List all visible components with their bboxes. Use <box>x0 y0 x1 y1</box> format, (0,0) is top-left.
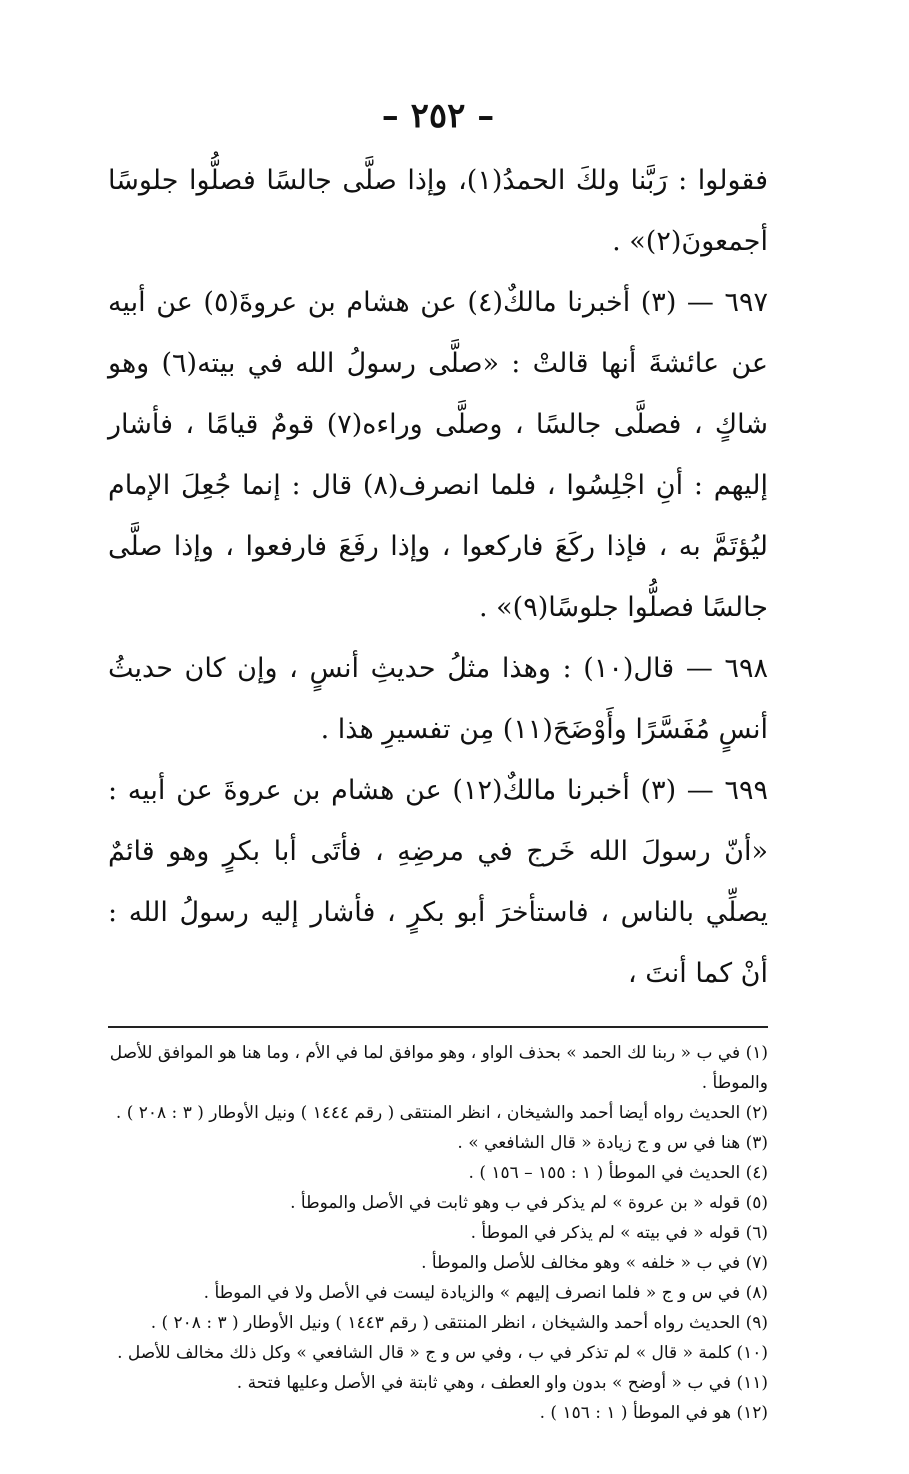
footnote: (٢) الحديث رواه أيضا أحمد والشيخان ، انظر المنتقى ( رقم ١٤٤٤ ) ونيل الأوطار ( ٣ : ٢٠٨ ) . <box>115 1103 768 1123</box>
footnotes <box>108 1038 768 1428</box>
paragraph: ٦٩٩ — (٣) أخبرنا مالكٌ(١٢) عن هشام بن عروةَ عن أبيه : «أنّ رسولَ الله خَرج في مرضِهِ ، فأتَى أبا بكرٍ وهو قائمٌ يصلِّي بالناس ، فاستأخرَ أبو بكرٍ ، فأشار إليه رسولُ الله : أنْ كما أنتَ ، <box>108 775 769 989</box>
footnote: (١٠) كلمة « قال » لم تذكر في ب ، وفي س و ج « قال الشافعي » وكل ذلك مخالف للأصل . <box>117 1343 768 1363</box>
footnote: (١١) في ب « أوضح » بدون واو العطف ، وهي ثابتة في الأصل وعليها فتحة . <box>236 1373 768 1393</box>
footnote: (١٢) هو في الموطأ ( ١ : ١٥٦ ) . <box>539 1403 768 1423</box>
footnote: (٩) الحديث رواه أحمد والشيخان ، انظر المنتقى ( رقم ١٤٤٣ ) ونيل الأوطار ( ٣ : ٢٠٨ ) . <box>150 1313 768 1333</box>
footnote: (٨) في س و ج « فلما انصرف إليهم » والزيادة ليست في الأصل ولا في الموطأ . <box>203 1283 768 1303</box>
paragraph: ٦٩٨ — قال(١٠) : وهذا مثلُ حديثِ أنسٍ ، وإن كان حديثُ أنسٍ مُفَسَّرًا وأَوْضَحَ(١١) مِن تفسيرِ هذا . <box>108 653 769 745</box>
page-number: – ٢٥٢ – <box>381 96 495 136</box>
footnote: (٤) الحديث في الموطأ ( ١ : ١٥٥ – ١٥٦ ) . <box>468 1163 768 1183</box>
document-page <box>108 88 768 1428</box>
footnote: (٦) قوله « في بيته » لم يذكر في الموطأ . <box>470 1223 768 1243</box>
footnote: (٣) هنا في س و ج زيادة « قال الشافعي » . <box>457 1133 768 1153</box>
main-text <box>108 150 768 1004</box>
footnote: (٥) قوله « بن عروة » لم يذكر في ب وهو ثابت في الأصل والموطأ . <box>290 1193 768 1213</box>
paragraph: فقولوا : رَبَّنا ولكَ الحمدُ(١)، وإذا صلَّى جالسًا فصلُّوا جلوسًا أجمعونَ(٢)» . <box>108 165 768 257</box>
footnote: (١) في ب « ربنا لك الحمد » بحذف الواو ، وهو موافق لما في الأم ، وما هنا هو الموافق للأصل والموطأ . <box>109 1043 768 1093</box>
paragraph: ٦٩٧ — (٣) أخبرنا مالكٌ(٤) عن هشام بن عروةَ(٥) عن أبيه عن عائشةَ أنها قالتْ : «صلَّى رسولُ الله في بيته(٦) وهو شاكٍ ، فصلَّى جالسًا ، وصلَّى وراءه(٧) قومٌ قيامًا ، فأشار إليهم : أنِ اجْلِسُوا ، فلما انصرف(٨) قال : إنما جُعِلَ الإمام ليُؤتَمَّ به ، فإذا ركَعَ فاركعوا ، وإذا رفَعَ فارفعوا ، وإذا صلَّى جالسًا فصلُّوا جلوسًا(٩)» . <box>108 287 768 623</box>
footnote-divider <box>108 1026 768 1028</box>
footnote: (٧) في ب « خلفه » وهو مخالف للأصل والموطأ . <box>421 1253 768 1273</box>
